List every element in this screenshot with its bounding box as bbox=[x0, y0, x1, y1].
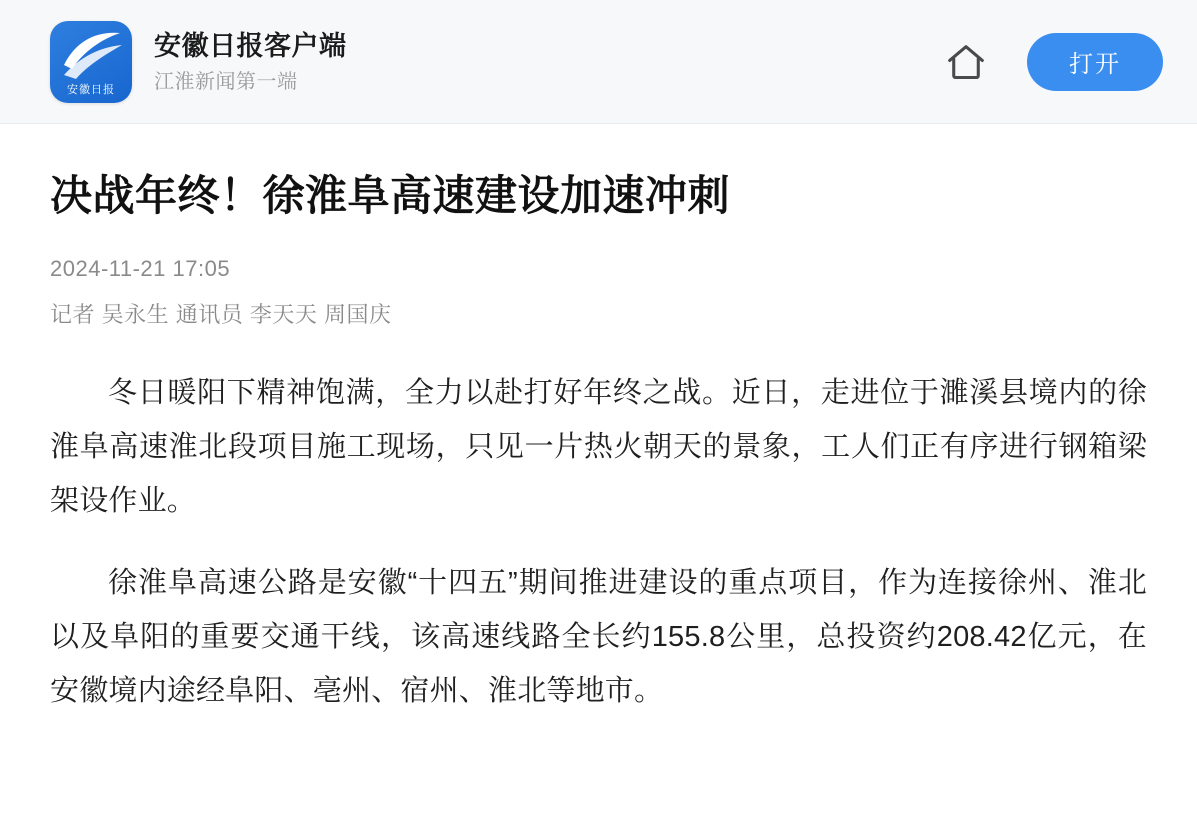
app-titles bbox=[154, 28, 347, 95]
byline: 记者 吴永生 通讯员 李天天 周国庆 bbox=[50, 302, 392, 327]
open-app-button[interactable]: 打开 bbox=[1027, 33, 1163, 91]
app-slogan: 江淮新闻第一端 bbox=[154, 71, 298, 93]
app-actions bbox=[943, 33, 1163, 91]
app-logo bbox=[50, 21, 132, 103]
article-paragraph: 冬日暖阳下精神饱满，全力以赴打好年终之战。近日，走进位于濉溪县境内的徐淮阜高速淮北段项目施工现场，只见一片热火朝天的景象，工人们正有序进行钢箱梁架设作业。 bbox=[50, 377, 1147, 517]
publish-time: 2024-11-21 17:05 bbox=[50, 256, 231, 281]
article-body bbox=[50, 366, 1147, 718]
home-icon[interactable] bbox=[943, 39, 989, 85]
page-title: 决战年终！徐淮阜高速建设加速冲刺 bbox=[50, 172, 731, 219]
article-paragraph: 徐淮阜高速公路是安徽“十四五”期间推进建设的重点项目，作为连接徐州、淮北以及阜阳的重要交通干线，该高速线路全长约155.8公里，总投资约208.42亿元，在安徽境内途经阜阳、亳州、宿州、淮北等地市。 bbox=[50, 567, 1147, 707]
article bbox=[0, 124, 1197, 718]
app-promo-bar bbox=[0, 0, 1197, 124]
app-name: 安徽日报客户端 bbox=[154, 31, 347, 61]
app-logo-text: 安徽日报 bbox=[67, 82, 115, 96]
